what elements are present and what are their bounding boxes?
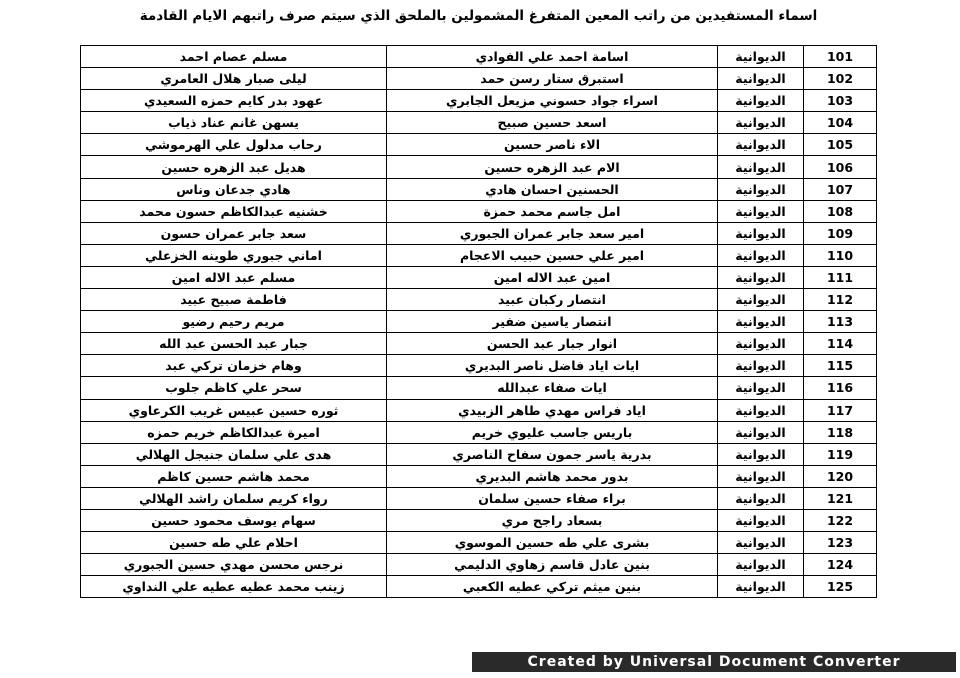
row-beneficiary-name: امل جاسم محمد حمزة	[387, 200, 718, 222]
row-number: 115	[804, 355, 877, 377]
row-number: 122	[804, 509, 877, 531]
table-row	[81, 333, 877, 355]
row-beneficiary-name: امين عبد الاله امين	[387, 266, 718, 288]
row-city: الديوانية	[718, 46, 804, 68]
row-number: 116	[804, 377, 877, 399]
row-carer-name: سحر علي كاظم جلوب	[81, 377, 387, 399]
row-city: الديوانية	[718, 487, 804, 509]
row-carer-name: وهام خزمان تركي عبد	[81, 355, 387, 377]
row-carer-name: محمد هاشم حسين كاظم	[81, 465, 387, 487]
table-row	[81, 465, 877, 487]
table-row	[81, 244, 877, 266]
row-number: 124	[804, 554, 877, 576]
row-carer-name: ثوره حسين عبيس غريب الكرعاوي	[81, 399, 387, 421]
row-city: الديوانية	[718, 112, 804, 134]
row-city: الديوانية	[718, 289, 804, 311]
table-row	[81, 355, 877, 377]
table-row	[81, 554, 877, 576]
row-beneficiary-name: اسراء جواد حسوني مزيعل الجابري	[387, 90, 718, 112]
beneficiaries-table	[80, 45, 877, 598]
table-row	[81, 487, 877, 509]
table-body	[81, 46, 877, 598]
row-number: 111	[804, 266, 877, 288]
row-number: 108	[804, 200, 877, 222]
table-row	[81, 289, 877, 311]
table-row	[81, 399, 877, 421]
row-carer-name: سهام يوسف محمود حسين	[81, 509, 387, 531]
row-carer-name: يسهن غانم عناد ذياب	[81, 112, 387, 134]
row-number: 105	[804, 134, 877, 156]
row-beneficiary-name: بدرية ياسر جمون سفاح الناصري	[387, 443, 718, 465]
row-number: 106	[804, 156, 877, 178]
row-number: 112	[804, 289, 877, 311]
row-city: الديوانية	[718, 156, 804, 178]
row-beneficiary-name: امير سعد جابر عمران الجبوري	[387, 222, 718, 244]
table-row	[81, 222, 877, 244]
page-title: اسماء المستفيدين من راتب المعين المتفرغ المشمولين بالملحق الذي سيتم صرف راتبهم الايام القادمة	[139, 8, 818, 24]
table-row	[81, 200, 877, 222]
row-number: 113	[804, 311, 877, 333]
table-row	[81, 156, 877, 178]
row-city: الديوانية	[718, 178, 804, 200]
row-number: 118	[804, 421, 877, 443]
table-row	[81, 46, 877, 68]
row-number: 114	[804, 333, 877, 355]
row-beneficiary-name: الاء ناصر حسين	[387, 134, 718, 156]
row-city: الديوانية	[718, 311, 804, 333]
row-city: الديوانية	[718, 465, 804, 487]
row-beneficiary-name: امير علي حسين حبيب الاعجام	[387, 244, 718, 266]
row-beneficiary-name: الحسنين احسان هادي	[387, 178, 718, 200]
row-beneficiary-name: اياد فراس مهدي طاهر الزبيدي	[387, 399, 718, 421]
row-carer-name: هديل عبد الزهره حسين	[81, 156, 387, 178]
row-city: الديوانية	[718, 333, 804, 355]
row-number: 117	[804, 399, 877, 421]
row-city: الديوانية	[718, 509, 804, 531]
table-row	[81, 377, 877, 399]
row-beneficiary-name: انتصار ركبان عبيد	[387, 289, 718, 311]
row-beneficiary-name: ايات اياد فاضل ناصر البديري	[387, 355, 718, 377]
row-carer-name: جبار عبد الحسن عبد الله	[81, 333, 387, 355]
row-carer-name: ليلى صبار هلال العامري	[81, 68, 387, 90]
row-carer-name: فاطمة صبيح عبيد	[81, 289, 387, 311]
row-city: الديوانية	[718, 68, 804, 90]
row-beneficiary-name: براء صفاء حسين سلمان	[387, 487, 718, 509]
row-city: الديوانية	[718, 222, 804, 244]
row-number: 103	[804, 90, 877, 112]
row-city: الديوانية	[718, 244, 804, 266]
table-row	[81, 532, 877, 554]
row-beneficiary-name: بنين عادل قاسم زهاوي الدليمي	[387, 554, 718, 576]
row-beneficiary-name: انوار جبار عبد الحسن	[387, 333, 718, 355]
row-carer-name: سعد جابر عمران حسون	[81, 222, 387, 244]
row-city: الديوانية	[718, 355, 804, 377]
table-row	[81, 576, 877, 598]
row-beneficiary-name: اسعد حسين صبيح	[387, 112, 718, 134]
row-number: 123	[804, 532, 877, 554]
row-city: الديوانية	[718, 134, 804, 156]
row-city: الديوانية	[718, 532, 804, 554]
row-number: 102	[804, 68, 877, 90]
row-carer-name: احلام علي طه حسين	[81, 532, 387, 554]
table-row	[81, 68, 877, 90]
row-beneficiary-name: ايات صفاء عبدالله	[387, 377, 718, 399]
table-row	[81, 134, 877, 156]
row-carer-name: رواء كريم سلمان راشد الهلالي	[81, 487, 387, 509]
row-carer-name: عهود بدر كايم حمزه السعيدي	[81, 90, 387, 112]
table-row	[81, 266, 877, 288]
table-row	[81, 421, 877, 443]
row-city: الديوانية	[718, 90, 804, 112]
row-number: 110	[804, 244, 877, 266]
row-carer-name: زينب محمد عطيه عطيه علي النداوي	[81, 576, 387, 598]
row-city: الديوانية	[718, 554, 804, 576]
row-beneficiary-name: الام عبد الزهره حسين	[387, 156, 718, 178]
row-beneficiary-name: بدور محمد هاشم البديري	[387, 465, 718, 487]
row-beneficiary-name: بشرى علي طه حسين الموسوي	[387, 532, 718, 554]
row-number: 125	[804, 576, 877, 598]
row-number: 109	[804, 222, 877, 244]
row-carer-name: هادي جدعان وناس	[81, 178, 387, 200]
row-carer-name: هدى علي سلمان جنيجل الهلالي	[81, 443, 387, 465]
row-carer-name: نرجس محسن مهدي حسين الجبوري	[81, 554, 387, 576]
row-beneficiary-name: بنين ميثم تركي عطيه الكعبي	[387, 576, 718, 598]
row-number: 120	[804, 465, 877, 487]
row-city: الديوانية	[718, 421, 804, 443]
row-carer-name: اماني جبوري طوينه الخزعلي	[81, 244, 387, 266]
row-carer-name: مريم رحيم رضيو	[81, 311, 387, 333]
row-number: 104	[804, 112, 877, 134]
table-row	[81, 178, 877, 200]
row-beneficiary-name: اسامة احمد علي الفوادي	[387, 46, 718, 68]
row-city: الديوانية	[718, 576, 804, 598]
row-beneficiary-name: باريس جاسب عليوي خريم	[387, 421, 718, 443]
table-row	[81, 311, 877, 333]
row-carer-name: رحاب مدلول علي الهرموشي	[81, 134, 387, 156]
row-city: الديوانية	[718, 399, 804, 421]
row-city: الديوانية	[718, 266, 804, 288]
row-beneficiary-name: انتصار ياسين ضفير	[387, 311, 718, 333]
converter-watermark: Created by Universal Document Converter	[472, 652, 956, 672]
row-number: 121	[804, 487, 877, 509]
row-number: 119	[804, 443, 877, 465]
row-carer-name: مسلم عصام احمد	[81, 46, 387, 68]
table-row	[81, 112, 877, 134]
row-beneficiary-name: استبرق ستار رسن حمد	[387, 68, 718, 90]
row-number: 107	[804, 178, 877, 200]
table-row	[81, 443, 877, 465]
row-beneficiary-name: بسعاد راجح مري	[387, 509, 718, 531]
row-carer-name: خشنيه عبدالكاظم حسون محمد	[81, 200, 387, 222]
row-number: 101	[804, 46, 877, 68]
row-carer-name: اميرة عبدالكاظم خريم حمزه	[81, 421, 387, 443]
row-city: الديوانية	[718, 377, 804, 399]
row-carer-name: مسلم عبد الاله امين	[81, 266, 387, 288]
table-row	[81, 509, 877, 531]
table-row	[81, 90, 877, 112]
row-city: الديوانية	[718, 443, 804, 465]
row-city: الديوانية	[718, 200, 804, 222]
